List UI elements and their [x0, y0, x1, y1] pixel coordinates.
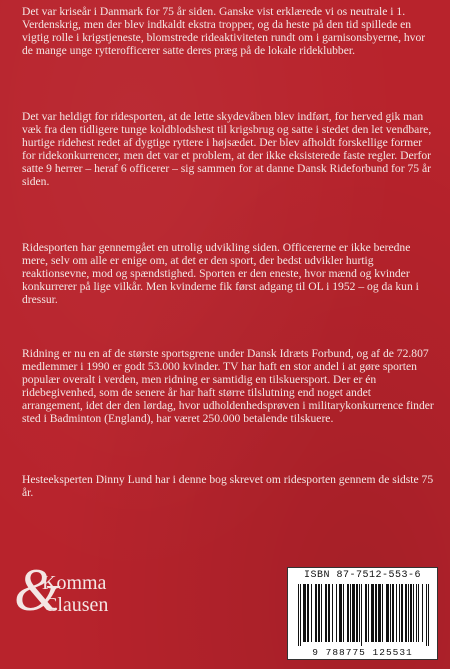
barcode-bar [343, 584, 344, 642]
barcode-bar [311, 584, 312, 642]
barcode-bar [410, 584, 412, 642]
barcode-bar [359, 584, 360, 642]
barcode-bar [307, 584, 309, 642]
publisher-logo-word-komma: Komma [42, 572, 107, 594]
barcode-bar [386, 584, 389, 642]
blurb-paragraph-4 [22, 347, 434, 426]
barcode-bar [418, 584, 419, 642]
blurb-paragraph-5 [22, 473, 434, 499]
barcode-bar [298, 584, 299, 646]
barcode-bar [375, 584, 377, 642]
barcode-bar [356, 584, 358, 642]
publisher-logo [14, 557, 174, 642]
barcode-bar [352, 584, 355, 642]
blurb-text-5: Hesteeksperten Dinny Lund har i denne bog skrevet om ridesporten gennem de sidste 75 år. [22, 473, 434, 500]
barcode-bar [413, 584, 414, 642]
barcode-bar [416, 584, 417, 642]
barcode-bar [390, 584, 391, 642]
barcode-bar [303, 584, 306, 642]
barcode-bar [426, 584, 427, 646]
barcode-bar [371, 584, 374, 642]
barcode-bar [336, 584, 337, 642]
barcode-bar [347, 584, 349, 642]
barcode-digits: 9 788775 125531 [312, 647, 413, 658]
isbn-barcode-box [287, 567, 438, 660]
barcode-bar [401, 584, 403, 642]
barcode-bar [428, 584, 429, 646]
barcode-bar [365, 584, 367, 642]
barcode-bar [405, 584, 407, 642]
barcode-bar [378, 584, 381, 642]
blurb-text-4: Ridning er nu en af de største sportsgrene under Dansk Idræts Forbund, og af de 72.807 medlemmer i 1990 er godt 53.000 kvinder. TV har haft en stor andel i at gøre sporten populær overalt i verden, men ridning er samtidig en tilskuersport. Der er én ridebegivenhed, som de senere år har haft større tilslutning end noget andet arrangement, idet der den lørdag, hvor udholdenhedsprøven i militarykonkurrence finder sted i Badminton (England), har været 250.000 betalende tilskuere. [22, 347, 434, 426]
barcode-bar [325, 584, 327, 642]
barcode-bar [315, 584, 317, 642]
barcode-bar [361, 584, 362, 646]
blurb-text-1: Det var kriseår i Danmark for 75 år siden. Ganske vist erklærede vi os neutrale i 1. Verdenskrig, men der blev indkaldt ekstra tropper, og da heste på den tid spillede en vigtig rolle i krigstjeneste, blomstrede rideaktiviteten rundt om i garnisonsbyerne, hvor de mange unge rytterofficerer satte deres præg på de lokale rideklubber. [22, 5, 426, 58]
barcode-bar [399, 584, 400, 642]
blurb-text-3: Ridesporten har gennemgået en utrolig udvikling siden. Officererne er ikke beredne mere, selv om alle er enige om, at det er den sport, der bedst udvikler hurtig reaktionsevne, mod og spændstighed. Sporten er den eneste, hvor mænd og kvinder konkurrerer på lige vilkår. Men kvinderne fik først adgang til OL i 1952 – og da kun i dressur. [22, 241, 419, 307]
blurb-paragraph-2 [22, 110, 434, 189]
blurb-paragraph-1 [22, 5, 434, 57]
barcode-bar [392, 584, 394, 642]
barcode-bar [350, 584, 351, 642]
isbn-label: ISBN 87-7512-553-6 [303, 570, 422, 581]
barcode-bar [396, 584, 397, 642]
publisher-logo-word-clausen: Clausen [44, 594, 109, 616]
blurb-text-2: Det var heldigt for ridesporten, at de lette skydevåben blev indført, for herved gik man væk fra den tidligere tunge koldblodshest til krigsbrug og satte i stedet den let vendbare, hurtige ridehest redet af dygtige ryttere i højsædet. Der blev afholdt forskellige former for ridekonkurrencer, men det var et problem, at der ikke eksisterede faste regler. Derfor satte 9 herrer – heraf 6 officerer – sig sammen for at danne Dansk Rideforbund for 75 år siden. [22, 110, 432, 189]
barcode-bar [382, 584, 383, 642]
barcode-icon [296, 584, 431, 646]
barcode-bar [321, 584, 322, 642]
barcode-bar [332, 584, 333, 642]
blurb-paragraph-3 [22, 241, 434, 306]
barcode-bar [339, 584, 342, 642]
barcode-bar [422, 584, 423, 642]
barcode-bar [318, 584, 320, 642]
barcode-bar [408, 584, 409, 642]
publisher-logo-ampersand: & [14, 557, 61, 623]
barcode-bar [368, 584, 369, 642]
barcode-bar [300, 584, 301, 646]
barcode-bar [328, 584, 330, 642]
